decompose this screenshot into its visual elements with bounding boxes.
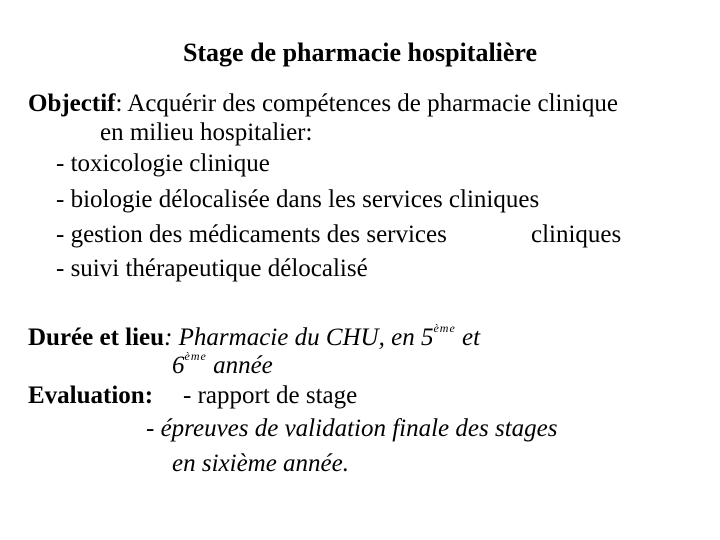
evaluation-line-1	[28, 383, 153, 408]
objectif-item-3-tail: cliniques	[531, 221, 622, 248]
duree-line2-text: année	[206, 352, 273, 379]
evaluation-item-2: - épreuves de validation finale des stages	[146, 415, 558, 442]
duree-sup-2: ème	[184, 349, 207, 363]
duree-line2-num: 6	[172, 352, 185, 379]
page-title: Stage de pharmacie hospitalière	[182, 38, 538, 67]
objectif-continuation: en milieu hospitalier:	[100, 119, 313, 146]
objectif-text: : Acquérir des compétences de pharmacie clinique	[115, 90, 619, 117]
duree-text: Pharmacie du CHU, en 5	[172, 324, 434, 351]
duree-text-2: et	[455, 324, 481, 351]
evaluation-item-1: - rapport de stage	[183, 382, 358, 409]
objectif-item-3: - gestion des médicaments des services	[56, 221, 447, 248]
duree-label: Durée et lieu	[28, 324, 165, 351]
objectif-item-2: - biologie délocalisée dans les services cliniques	[56, 186, 540, 213]
objectif-item-1: - toxicologie clinique	[56, 150, 270, 177]
evaluation-item-2-cont: en sixième année.	[172, 450, 350, 477]
evaluation-label: Evaluation:	[28, 382, 154, 409]
duree-line-2	[172, 350, 273, 378]
objectif-label: Objectif	[28, 90, 116, 117]
duree-line-1	[28, 322, 480, 350]
objectif-item-4: - suivi thérapeutique délocalisé	[56, 255, 368, 282]
duree-colon: :	[164, 324, 173, 351]
objectif-heading-line	[28, 91, 618, 116]
duree-sup-1: ème	[433, 321, 456, 335]
